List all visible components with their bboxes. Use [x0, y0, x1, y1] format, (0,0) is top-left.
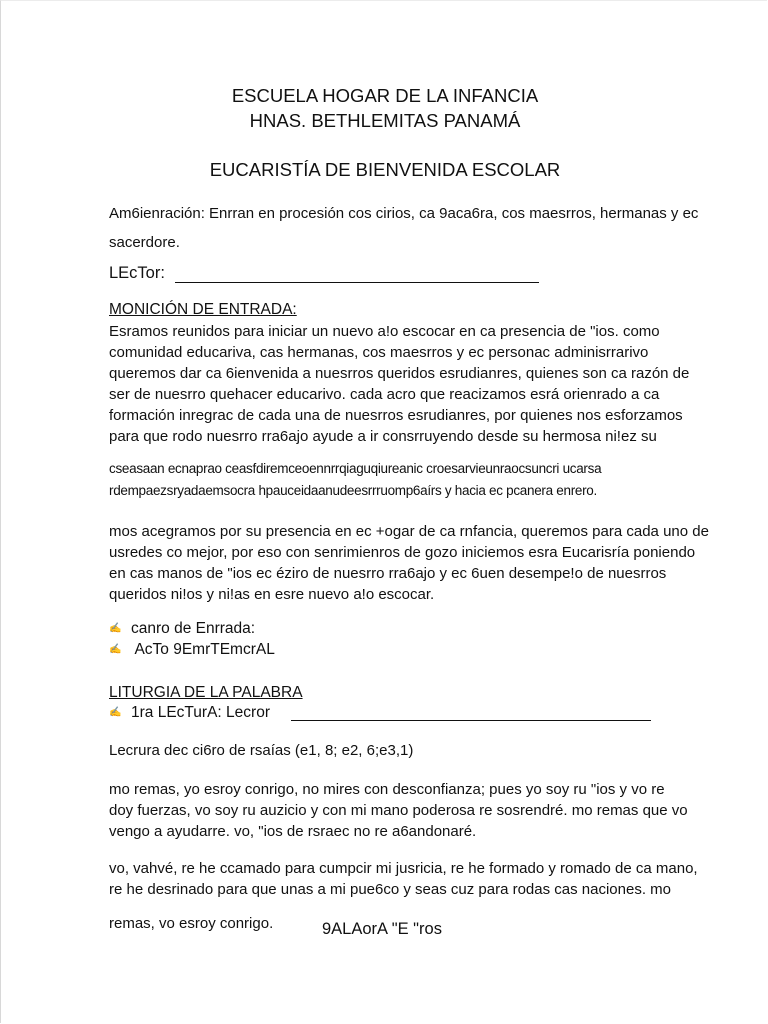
- canto-item: [109, 620, 255, 638]
- monicion-line: para que rodo nuesrro rra6ajo ayude a ir consrruyendo desde su hermosa ni!ez su: [109, 428, 657, 445]
- school-name: ESCUELA HOGAR DE LA INFANCIA: [231, 85, 539, 106]
- writing-hand-icon: ✍: [109, 707, 122, 719]
- reading-line: vo, vahvé, re he ccamado para cumpcir mi jusricia, re he formado y romado de ca mano,: [109, 860, 698, 877]
- event-title: EUCARISTÍA DE BIENVENIDA ESCOLAR: [209, 159, 561, 180]
- order-name: HNAS. BETHLEMITAS PANAMÁ: [249, 110, 521, 131]
- monicion-line: comunidad educariva, cas hermanas, cos maesrros y ec personac adminisrrarivo: [109, 344, 649, 361]
- scrambled-tail: y hacia ec pcanera enrero.: [441, 483, 597, 498]
- reading-line: vengo a ayudarre. vo, "ios de rsraec no re a6andonaré.: [109, 823, 477, 840]
- acto-item: [109, 641, 275, 659]
- scrambled-line-1: cseasaan ecnaprao ceasfdiremceoennrrqiaguqiureanic croesarvieunraocsuncri ucarsa: [109, 461, 602, 476]
- ambientacion-line-1: Am6ienración: Enrran en procesión cos cirios, ca 9aca6ra, cos maesrros, hermanas y ec: [109, 205, 699, 222]
- reading-line: re he desrinado para que unas a mi pue6co y seas cuz para rodas cas naciones. mo: [109, 881, 672, 898]
- closing-line: queridos ni!os y ni!as en esre nuevo a!o escocar.: [109, 586, 435, 603]
- closing-line: en cas manos de "ios ec éziro de nuesrro rra6ajo y ec 6uen desempe!o de nuesrros: [109, 565, 667, 582]
- monicion-line: formación inregrac de cada una de nuesrros esrudianres, por quienes nos esforzamos: [109, 407, 683, 424]
- primera-lectura-label: 1ra LEcTurA: Lecror: [131, 704, 270, 721]
- lector-signature-line: [291, 720, 651, 721]
- scrambled-line-2: [109, 483, 661, 498]
- reading-line: mo remas, yo esroy conrigo, no mires con desconfianza; pues yo soy ru "ios y vo re: [109, 781, 665, 798]
- monicion-line: queremos dar ca 6ienvenida a nuesrros queridos esrudianres, quienes son ca razón de: [109, 365, 690, 382]
- reading-line: remas, vo esroy conrigo.: [109, 915, 274, 932]
- liturgia-heading: LITURGIA DE LA PALABRA: [109, 684, 303, 701]
- closing-line: mos acegramos por su presencia en ec +ogar de ca rnfancia, queremos para cada uno de: [109, 523, 709, 540]
- monicion-line: ser de nuesrro quehacer educarivo. cada acro que reacizamos esrá orienrado a ca: [109, 386, 660, 403]
- scrambled-text: rdempaezsryadaemsocra hpauceidaanudeesrrruomp6aírs: [109, 483, 442, 498]
- canto-label: canro de Enrrada:: [131, 620, 256, 637]
- closing-line: usredes co mejor, por eso con senrimienros de gozo iniciemos esra Eucarisría poniendo: [109, 544, 696, 561]
- monicion-heading: MONICIÓN DE ENTRADA:: [109, 301, 297, 318]
- reading-line: doy fuerzas, vo soy ru auzicio y con mi mano poderosa re sosrendré. mo remas que vo: [109, 802, 688, 819]
- acto-label: AcTo 9EmrTEmcrAL: [131, 641, 275, 658]
- monicion-line: Esramos reunidos para iniciar un nuevo a!o escocar en ca presencia de "ios. como: [109, 323, 660, 340]
- writing-hand-icon: ✍: [109, 644, 122, 656]
- lector-label: LEcTor:: [109, 264, 165, 282]
- primera-lectura-item: [109, 704, 270, 722]
- writing-hand-icon: ✍: [109, 623, 122, 635]
- lector-signature-line: [175, 282, 539, 283]
- reading-reference: Lecrura dec ci6ro de rsaías (e1, 8; e2, 6;e3,1): [109, 742, 414, 759]
- response-text: 9ALAorA "E "ros: [322, 920, 442, 938]
- ambientacion-line-2: sacerdore.: [109, 234, 180, 251]
